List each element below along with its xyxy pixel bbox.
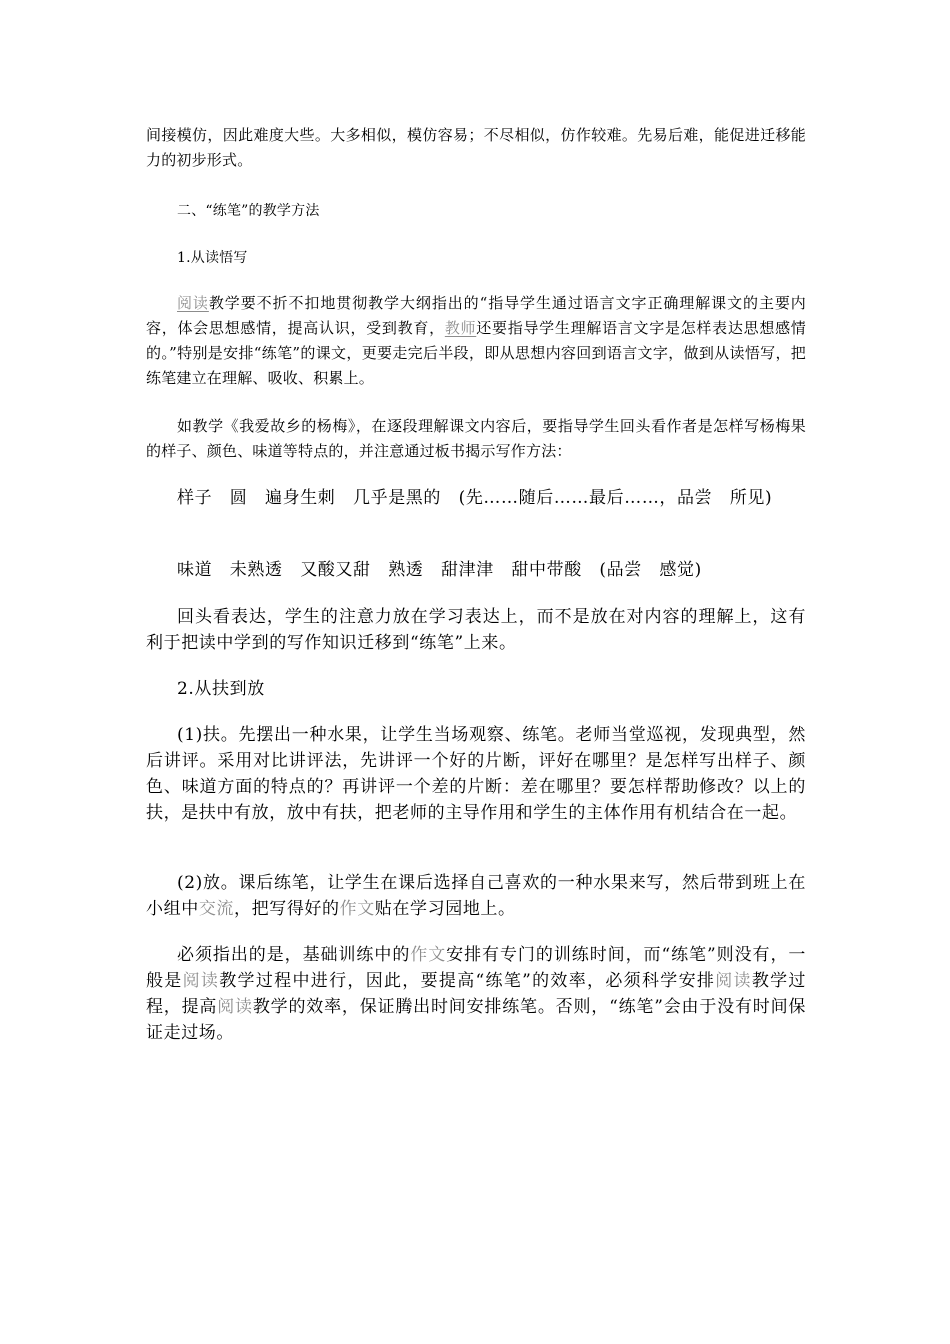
subheading-support-to-release: 2.从扶到放 <box>177 679 265 699</box>
paragraph-example-lesson: 如教学《我爱故乡的杨梅》，在逐段理解课文内容后，要指导学生回头看作者是怎样写杨梅果的样子、颜色、味道等特点的，并注意通过板书揭示写作方法： <box>146 417 806 460</box>
paragraph-note <box>146 942 806 1046</box>
link-teacher[interactable]: 教师 <box>444 319 477 337</box>
board-note-taste: 味道 未熟透 又酸又甜 熟透 甜津津 甜中带酸 (品尝 感觉) <box>177 560 702 580</box>
paragraph-text: 教学要不折不扣地贯彻教学大纲指出的“指导学生通过语言文字正确理解课文的主要内容，体会思想感情，提高认识，受到教育， <box>146 294 806 337</box>
paragraph-text: 教学的效率，保证腾出时间安排练笔。否则，“练笔”会由于没有时间保证走过场。 <box>146 997 806 1043</box>
paragraph-text: (2)放。课后练笔，让学生在课后选择自己喜欢的一种水果来写，然后带到班上在小组中 <box>146 873 806 919</box>
subheading-read-to-write: 1.从读悟写 <box>177 250 248 266</box>
link-reading[interactable]: 阅读 <box>715 971 752 991</box>
paragraph-support: (1)扶。先摆出一种水果，让学生当场观察、练笔。老师当堂巡视，发现典型，然后讲评。采用对比讲评法，先讲评一个好的片断，评好在哪里？是怎样写出样子、颜色、味道方面的特点的？再讲评一个差的片断：差在哪里？要怎样帮助修改？以上的扶，是扶中有放，放中有扶，把老师的主导作用和学生的主体作用有机结合在一起。 <box>146 725 806 823</box>
link-composition[interactable]: 作文 <box>339 899 375 919</box>
paragraph-release <box>146 870 806 922</box>
link-reading[interactable]: 阅读 <box>177 294 209 312</box>
paragraph-text: 教学过程中进行，因此，要提高“练笔”的效率，必须科学安排 <box>219 971 716 991</box>
link-reading[interactable]: 阅读 <box>217 997 253 1017</box>
link-composition[interactable]: 作文 <box>410 945 447 965</box>
paragraph-reading-teaching <box>146 291 806 391</box>
paragraph-text: 教学过程，提高 <box>146 971 807 1017</box>
paragraph-text: 贴在学习园地上。 <box>374 899 516 919</box>
paragraph-text: 还要指导学生理解语言文字是怎样表达思想感情的。”特别是安排“练笔”的课文，更要走完后半段，即从思想内容回到语言文字，做到从读悟写，把练笔建立在理解、吸收、积累上。 <box>146 319 806 387</box>
section-heading-teaching-methods: 二、“练笔”的教学方法 <box>177 203 320 219</box>
board-note-shape: 样子 圆 遍身生刺 几乎是黑的 (先……随后……最后……，品尝 所见) <box>177 488 773 508</box>
paragraph-look-back: 回头看表达，学生的注意力放在学习表达上，而不是放在对内容的理解上，这有利于把读中学到的写作知识迁移到“练笔”上来。 <box>146 607 806 653</box>
paragraph-text: 必须指出的是，基础训练中的 <box>177 945 411 965</box>
link-communication[interactable]: 交流 <box>198 899 235 919</box>
paragraph-text: 安排有专门的训练时间，而“练笔”则没有，一般是 <box>146 945 806 991</box>
paragraph-text: ，把写得好的 <box>234 899 340 919</box>
paragraph-intro-continuation: 间接模仿，因此难度大些。大多相似，模仿容易；不尽相似，仿作较难。先易后难，能促进迁移能力的初步形式。 <box>146 126 806 169</box>
link-reading[interactable]: 阅读 <box>182 971 220 991</box>
